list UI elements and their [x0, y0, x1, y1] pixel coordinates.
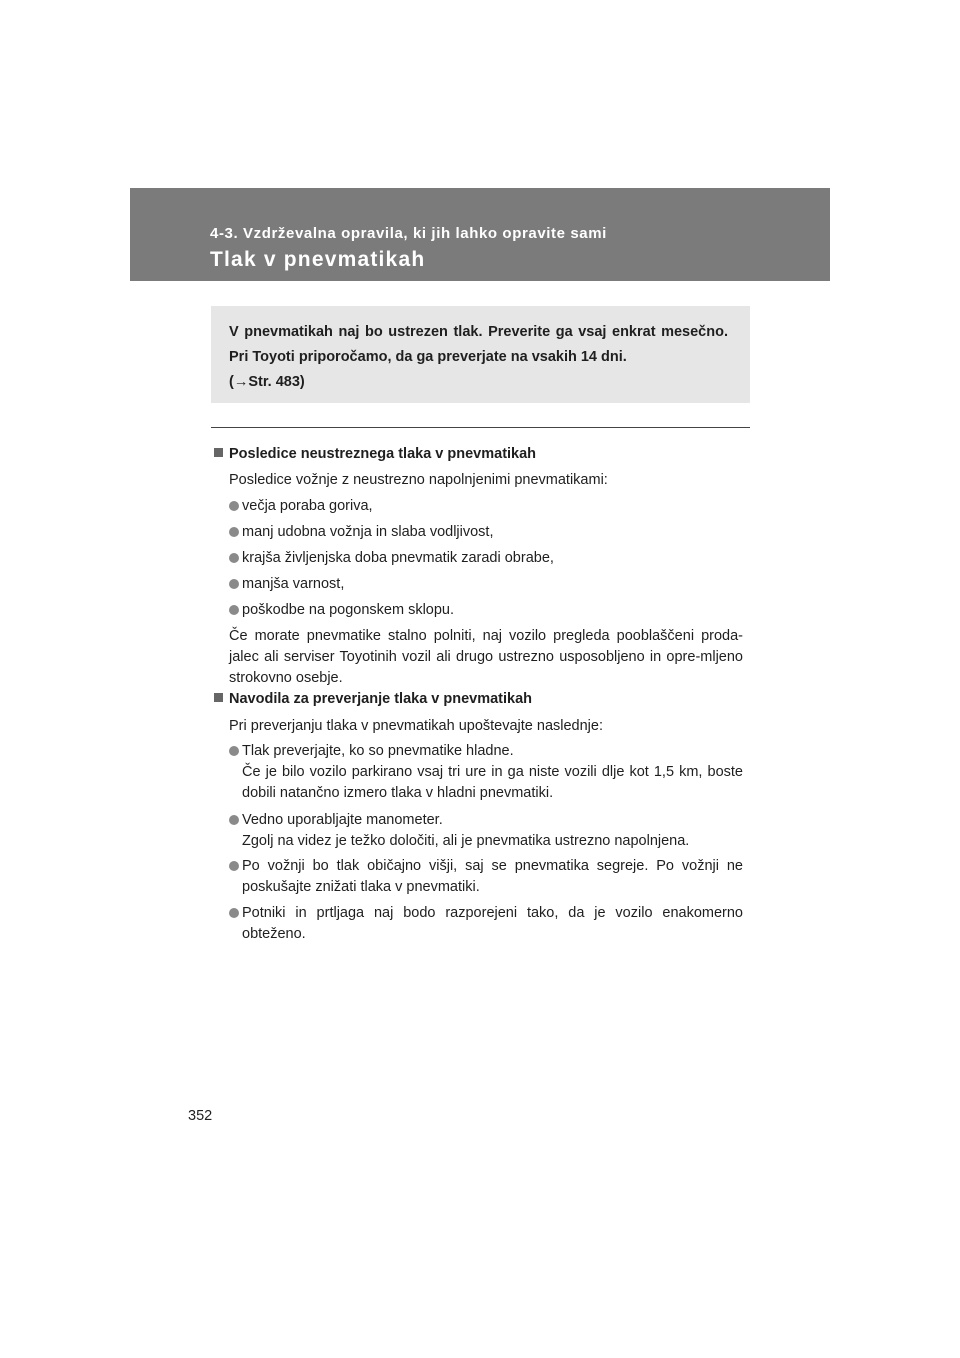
list-item [229, 856, 743, 898]
list-item [229, 741, 743, 804]
intro-box [211, 306, 750, 403]
page-reference-link[interactable]: Str. 483) [248, 374, 305, 390]
section2-heading-text: Navodila za preverjanje tlaka v pnevmatikah [229, 691, 533, 707]
bullet-dot-icon [229, 605, 239, 615]
list-item [229, 548, 743, 569]
list-item-text: manjša varnost, [242, 576, 345, 592]
list-item-detail: Zgolj na videz je težko določiti, ali je pnevmatika ustrezno napolnjena. [242, 833, 690, 849]
page-title: Tlak v pnevmatikah [210, 248, 426, 271]
bullet-dot-icon [229, 527, 239, 537]
bullet-dot-icon [229, 861, 239, 871]
list-item [229, 903, 743, 945]
section2-heading [214, 691, 532, 707]
list-item-text: Vedno uporabljajte manometer. [242, 812, 443, 828]
list-item-text: večja poraba goriva, [242, 498, 373, 514]
intro-reference [229, 370, 305, 395]
section-label: 4-3. Vzdrževalna opravila, ki jih lahko opravite sami [210, 225, 607, 242]
section2-lead: Pri preverjanju tlaka v pnevmatikah upoštevajte naslednje: [229, 718, 603, 734]
section1-lead: Posledice vožnje z neustrezno napolnjenimi pnevmatikami: [229, 472, 608, 488]
list-item [229, 496, 743, 517]
list-item [229, 810, 743, 852]
intro-text: V pnevmatikah naj bo ustrezen tlak. Preverite ga vsaj enkrat mesečno. Pri Toyoti priporočamo, da ga preverjate na vsakih 14 dni. [229, 324, 728, 365]
square-bullet-icon [214, 693, 223, 702]
divider [211, 427, 750, 428]
bullet-dot-icon [229, 908, 239, 918]
list-item [229, 574, 743, 595]
list-item [229, 600, 743, 621]
bullet-dot-icon [229, 553, 239, 563]
list-item-text: Potniki in prtljaga naj bodo razporejeni tako, da je vozilo enakomerno obteženo. [242, 905, 743, 942]
section1-heading-text: Posledice neustreznega tlaka v pnevmatikah [229, 446, 537, 462]
list-item-text: manj udobna vožnja in slaba vodljivost, [242, 524, 494, 540]
arrow-right-icon: → [233, 374, 249, 390]
list-item-text: krajša življenjska doba pnevmatik zaradi obrabe, [242, 550, 554, 566]
section-header-bar [130, 188, 830, 281]
page-number: 352 [188, 1108, 213, 1124]
bullet-dot-icon [229, 746, 239, 756]
list-item-text: Tlak preverjajte, ko so pnevmatike hladne. [242, 743, 514, 759]
bullet-dot-icon [229, 579, 239, 589]
bullet-dot-icon [229, 501, 239, 511]
bullet-dot-icon [229, 815, 239, 825]
ref-open-paren: ( [229, 374, 234, 390]
square-bullet-icon [214, 448, 223, 457]
list-item [229, 522, 743, 543]
section1-note: Če morate pnevmatike stalno polniti, naj vozilo pregleda pooblaščeni proda-jalec ali serviser Toyotinih vozil ali drugo ustrezno usposobljeno in opre-mljeno strokovno osebje. [229, 628, 743, 686]
section1-heading [214, 446, 536, 462]
list-item-text: poškodbe na pogonskem sklopu. [242, 602, 455, 618]
list-item-detail: Če je bilo vozilo parkirano vsaj tri ure in ga niste vozili dlje kot 1,5 km, boste dobili natančno izmero tlaka v hladni pnevmatiki. [242, 764, 743, 801]
list-item-text: Po vožnji bo tlak običajno višji, saj se pnevmatika segreje. Po vožnji ne poskušajte znižati tlaka v pnevmatiki. [242, 858, 743, 895]
